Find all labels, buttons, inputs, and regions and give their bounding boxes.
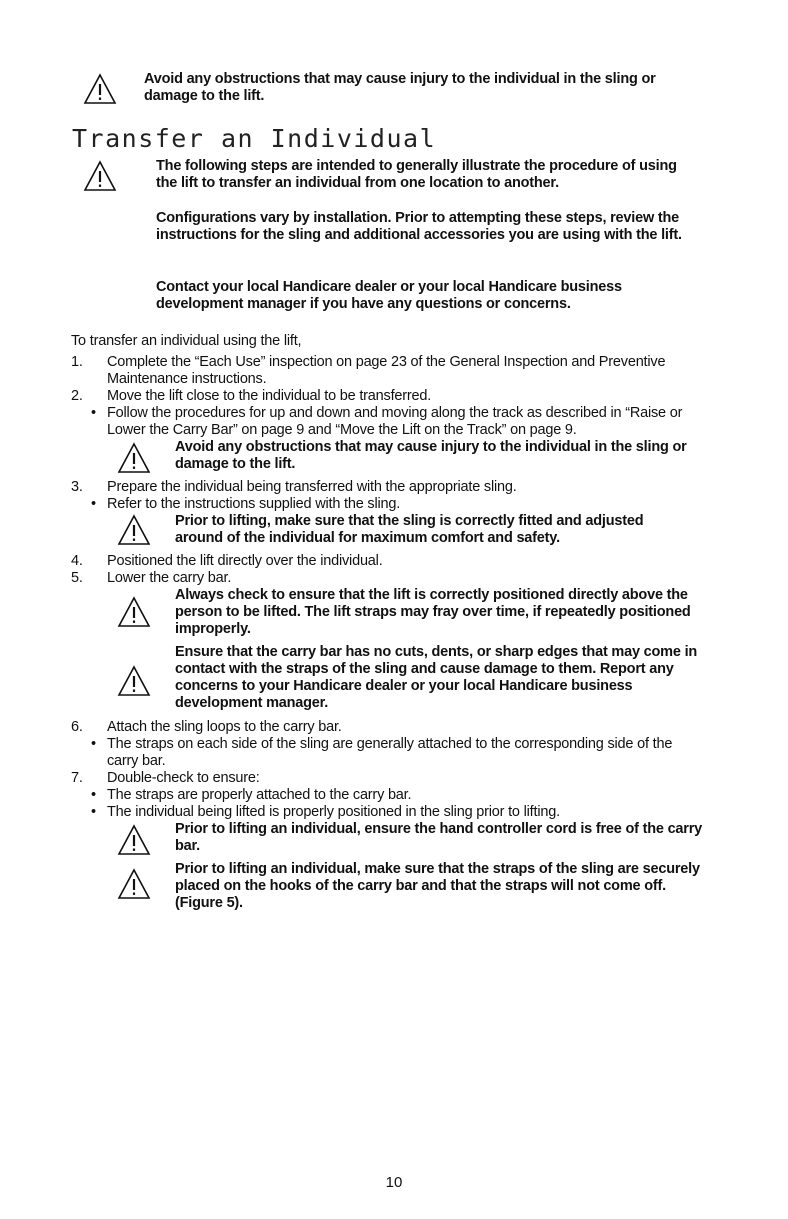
step-number: 1. [71,354,83,370]
step-text: Lower the carry bar. [107,570,232,586]
intro-warning-1: The following steps are intended to generally illustrate the procedure of using the lift to transfer an individual from one location to another. [156,158,677,191]
step-number: 6. [71,719,83,735]
step-text: Attach the sling loops to the carry bar. [107,719,342,735]
step-number: 7. [71,770,83,786]
step-text: Complete the “Each Use” inspection on page 23 of the General Inspection and Preventive Maintenance instructions. [107,354,666,387]
step-warning: Prior to lifting an individual, make sure that the straps of the sling are securely placed on the hooks of the carry bar and that the straps will not come off. (Figure 5). [175,861,700,911]
bullet: • [91,804,96,820]
step-number: 4. [71,553,83,569]
warning-icon [117,868,151,900]
bullet: • [91,496,96,512]
warning-icon [117,665,151,697]
bullet: • [91,736,96,752]
intro-warning-3: Contact your local Handicare dealer or your local Handicare business development manager if you have any questions or concerns. [156,279,622,312]
step-text: Prepare the individual being transferred with the appropriate sling. [107,479,517,495]
bullet-text: Refer to the instructions supplied with the sling. [107,496,401,512]
bullet: • [91,787,96,803]
warning-icon [117,442,151,474]
step-warning: Avoid any obstructions that may cause injury to the individual in the sling or damage to the lift. [175,439,687,472]
bullet-text: The straps on each side of the sling are generally attached to the corresponding side of the carry bar. [107,736,673,769]
step-number: 5. [71,570,83,586]
warning-icon [83,73,117,105]
bullet: • [91,405,96,421]
step-text: Double-check to ensure: [107,770,260,786]
warning-icon [117,514,151,546]
step-warning: Prior to lifting, make sure that the sling is correctly fitted and adjusted around of the individual for maximum comfort and safety. [175,513,644,546]
page-number: 10 [385,1174,403,1191]
step-warning: Ensure that the carry bar has no cuts, dents, or sharp edges that may come in contact with the straps of the sling and cause damage to them. Report any concerns to your Handicare dealer or your local Handicare business development manager. [175,644,698,711]
step-warning: Prior to lifting an individual, ensure the hand controller cord is free of the carry bar. [175,821,703,854]
intro-warning-2: Configurations vary by installation. Prior to attempting these steps, review the instructions for the sling and additional accessories you are using with the lift. [156,210,682,243]
lead-in: To transfer an individual using the lift, [71,333,302,349]
step-number: 3. [71,479,83,495]
warning-icon [83,160,117,192]
bullet-text: The individual being lifted is properly positioned in the sling prior to lifting. [107,804,560,820]
section-title: Transfer an Individual [72,124,437,153]
step-number: 2. [71,388,83,404]
top-warning-text: Avoid any obstructions that may cause injury to the individual in the sling or damage to the lift. [144,71,656,104]
step-text: Move the lift close to the individual to be transferred. [107,388,432,404]
bullet-text: The straps are properly attached to the carry bar. [107,787,412,803]
step-text: Positioned the lift directly over the individual. [107,553,383,569]
bullet-text: Follow the procedures for up and down and moving along the track as described in “Raise or Lower the Carry Bar” on page 9 and “Move the Lift on the Track” on page 9. [107,405,683,438]
warning-icon [117,824,151,856]
step-warning: Always check to ensure that the lift is correctly positioned directly above the person to be lifted. The lift straps may fray over time, if repeatedly positioned improperly. [175,587,691,637]
warning-icon [117,596,151,628]
